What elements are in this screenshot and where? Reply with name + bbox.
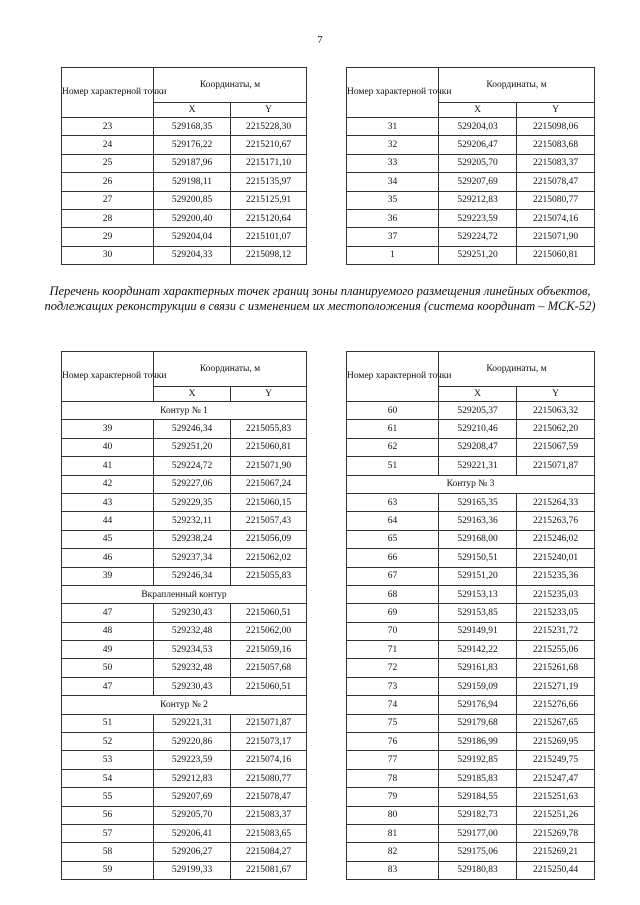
point-number-cell: 47 — [62, 677, 154, 695]
y-coordinate-cell: 2215120,64 — [231, 209, 307, 227]
y-coordinate-cell: 2215269,78 — [517, 824, 595, 842]
y-coordinate-cell: 2215101,07 — [231, 228, 307, 246]
section-row — [62, 696, 307, 714]
y-coordinate-cell: 2215073,17 — [231, 733, 307, 751]
header-y: Y — [231, 387, 307, 402]
table-row — [347, 659, 595, 677]
x-coordinate-cell: 529207,69 — [439, 173, 517, 191]
point-number-cell: 42 — [62, 475, 154, 493]
y-coordinate-cell: 2215067,59 — [517, 438, 595, 456]
table-row — [347, 549, 595, 567]
table-row — [347, 191, 595, 209]
y-coordinate-cell: 2215240,01 — [517, 549, 595, 567]
x-coordinate-cell: 529150,51 — [439, 549, 517, 567]
table-row — [347, 493, 595, 511]
x-coordinate-cell: 529221,31 — [154, 714, 231, 732]
x-coordinate-cell: 529163,36 — [439, 512, 517, 530]
point-number-cell: 54 — [62, 769, 154, 787]
page-number: 7 — [317, 34, 323, 46]
point-number-cell: 59 — [62, 861, 154, 879]
table-row — [347, 641, 595, 659]
point-number-cell: 40 — [62, 438, 154, 456]
table-row — [62, 714, 307, 732]
table-row — [62, 549, 307, 567]
x-coordinate-cell: 529206,27 — [154, 843, 231, 861]
y-coordinate-cell: 2215057,43 — [231, 512, 307, 530]
point-number-cell: 51 — [62, 714, 154, 732]
x-coordinate-cell: 529165,35 — [439, 493, 517, 511]
x-coordinate-cell: 529223,59 — [439, 209, 517, 227]
x-coordinate-cell: 529161,83 — [439, 659, 517, 677]
point-number-cell: 41 — [62, 457, 154, 475]
table-row — [62, 659, 307, 677]
y-coordinate-cell: 2215074,16 — [517, 209, 595, 227]
header-x: X — [154, 387, 231, 402]
table-row — [62, 567, 307, 585]
point-number-cell: 39 — [62, 567, 154, 585]
point-number-cell: 28 — [62, 209, 154, 227]
point-number-cell: 48 — [62, 622, 154, 640]
y-coordinate-cell: 2215228,30 — [231, 118, 307, 136]
y-coordinate-cell: 2215060,15 — [231, 493, 307, 511]
x-coordinate-cell: 529232,48 — [154, 622, 231, 640]
table-row — [347, 788, 595, 806]
y-coordinate-cell: 2215269,21 — [517, 843, 595, 861]
x-coordinate-cell: 529210,46 — [439, 420, 517, 438]
point-number-cell: 79 — [347, 788, 439, 806]
x-coordinate-cell: 529205,37 — [439, 402, 517, 420]
y-coordinate-cell: 2215063,32 — [517, 402, 595, 420]
y-coordinate-cell: 2215071,90 — [517, 228, 595, 246]
y-coordinate-cell: 2215083,37 — [517, 154, 595, 172]
table-row — [62, 475, 307, 493]
x-coordinate-cell: 529221,31 — [439, 457, 517, 475]
x-coordinate-cell: 529142,22 — [439, 641, 517, 659]
point-number-cell: 49 — [62, 641, 154, 659]
table-row — [62, 843, 307, 861]
y-coordinate-cell: 2215071,87 — [517, 457, 595, 475]
y-coordinate-cell: 2215074,16 — [231, 751, 307, 769]
y-coordinate-cell: 2215067,24 — [231, 475, 307, 493]
point-number-cell: 23 — [62, 118, 154, 136]
point-number-cell: 29 — [62, 228, 154, 246]
point-number-cell: 51 — [347, 457, 439, 475]
table-row — [62, 136, 307, 154]
table-row — [62, 118, 307, 136]
x-coordinate-cell: 529168,35 — [154, 118, 231, 136]
x-coordinate-cell: 529159,09 — [439, 677, 517, 695]
table-row — [62, 209, 307, 227]
point-number-cell: 44 — [62, 512, 154, 530]
x-coordinate-cell: 529204,33 — [154, 246, 231, 264]
point-number-cell: 83 — [347, 861, 439, 879]
table-row — [347, 769, 595, 787]
point-number-cell: 37 — [347, 228, 439, 246]
point-number-cell: 69 — [347, 604, 439, 622]
table-row — [347, 696, 595, 714]
y-coordinate-cell: 2215084,27 — [231, 843, 307, 861]
table-row — [62, 457, 307, 475]
y-coordinate-cell: 2215055,83 — [231, 567, 307, 585]
point-number-cell: 33 — [347, 154, 439, 172]
coordinates-table-1 — [61, 67, 307, 265]
point-number-cell: 82 — [347, 843, 439, 861]
point-number-cell: 24 — [62, 136, 154, 154]
table-row — [62, 604, 307, 622]
point-number-cell: 76 — [347, 733, 439, 751]
coordinates-table-4 — [346, 351, 595, 880]
y-coordinate-cell: 2215264,33 — [517, 493, 595, 511]
header-x: X — [439, 387, 517, 402]
point-number-cell: 81 — [347, 824, 439, 842]
x-coordinate-cell: 529187,96 — [154, 154, 231, 172]
header-coordinates: Координаты, м — [439, 352, 595, 387]
header-x: X — [439, 103, 517, 118]
table-row — [347, 622, 595, 640]
point-number-cell: 71 — [347, 641, 439, 659]
table-row — [62, 641, 307, 659]
table-row — [62, 751, 307, 769]
point-number-cell: 56 — [62, 806, 154, 824]
table-row — [347, 806, 595, 824]
y-coordinate-cell: 2215060,81 — [517, 246, 595, 264]
point-number-cell: 39 — [62, 420, 154, 438]
y-coordinate-cell: 2215125,91 — [231, 191, 307, 209]
header-x: X — [154, 103, 231, 118]
y-coordinate-cell: 2215269,95 — [517, 733, 595, 751]
y-coordinate-cell: 2215263,76 — [517, 512, 595, 530]
table-row — [347, 246, 595, 264]
table-row — [62, 173, 307, 191]
y-coordinate-cell: 2215083,65 — [231, 824, 307, 842]
y-coordinate-cell: 2215271,19 — [517, 677, 595, 695]
section-row — [62, 402, 307, 420]
point-number-cell: 52 — [62, 733, 154, 751]
table-row — [347, 751, 595, 769]
section-row — [62, 585, 307, 603]
x-coordinate-cell: 529230,43 — [154, 604, 231, 622]
x-coordinate-cell: 529184,55 — [439, 788, 517, 806]
table-row — [347, 457, 595, 475]
y-coordinate-cell: 2215078,47 — [517, 173, 595, 191]
header-coordinates: Координаты, м — [154, 68, 307, 103]
table-row — [62, 154, 307, 172]
y-coordinate-cell: 2215267,65 — [517, 714, 595, 732]
y-coordinate-cell: 2215059,16 — [231, 641, 307, 659]
table-row — [62, 769, 307, 787]
table-row — [347, 567, 595, 585]
point-number-cell: 64 — [347, 512, 439, 530]
y-coordinate-cell: 2215233,05 — [517, 604, 595, 622]
table-row — [62, 861, 307, 879]
table-row — [347, 512, 595, 530]
x-coordinate-cell: 529227,06 — [154, 475, 231, 493]
header-coordinates: Координаты, м — [154, 352, 307, 387]
point-number-cell: 58 — [62, 843, 154, 861]
x-coordinate-cell: 529205,70 — [154, 806, 231, 824]
section-label: Контур № 3 — [347, 475, 595, 493]
x-coordinate-cell: 529220,86 — [154, 733, 231, 751]
x-coordinate-cell: 529153,13 — [439, 585, 517, 603]
table-row — [347, 585, 595, 603]
x-coordinate-cell: 529182,73 — [439, 806, 517, 824]
point-number-cell: 78 — [347, 769, 439, 787]
point-number-cell: 36 — [347, 209, 439, 227]
section-heading: Перечень координат характерных точек границ зоны планируемого размещения линейных объектов, подлежащих реконструкции в связи с изменением их местоположения (система координат – МСК-52) — [44, 284, 596, 313]
x-coordinate-cell: 529176,94 — [439, 696, 517, 714]
point-number-cell: 70 — [347, 622, 439, 640]
point-number-cell: 66 — [347, 549, 439, 567]
x-coordinate-cell: 529151,20 — [439, 567, 517, 585]
point-number-cell: 50 — [62, 659, 154, 677]
y-coordinate-cell: 2215098,06 — [517, 118, 595, 136]
x-coordinate-cell: 529200,40 — [154, 209, 231, 227]
y-coordinate-cell: 2215098,12 — [231, 246, 307, 264]
x-coordinate-cell: 529200,85 — [154, 191, 231, 209]
x-coordinate-cell: 529237,34 — [154, 549, 231, 567]
point-number-cell: 61 — [347, 420, 439, 438]
point-number-cell: 75 — [347, 714, 439, 732]
x-coordinate-cell: 529176,22 — [154, 136, 231, 154]
y-coordinate-cell: 2215249,75 — [517, 751, 595, 769]
y-coordinate-cell: 2215060,51 — [231, 604, 307, 622]
y-coordinate-cell: 2215276,66 — [517, 696, 595, 714]
x-coordinate-cell: 529206,47 — [439, 136, 517, 154]
table-row — [347, 402, 595, 420]
y-coordinate-cell: 2215235,03 — [517, 585, 595, 603]
y-coordinate-cell: 2215062,02 — [231, 549, 307, 567]
y-coordinate-cell: 2215078,47 — [231, 788, 307, 806]
header-y: Y — [517, 103, 595, 118]
x-coordinate-cell: 529238,24 — [154, 530, 231, 548]
header-point-number: Номер характерной точки — [347, 352, 439, 402]
point-number-cell: 46 — [62, 549, 154, 567]
header-y: Y — [231, 103, 307, 118]
table-row — [62, 191, 307, 209]
y-coordinate-cell: 2215235,36 — [517, 567, 595, 585]
header-point-number: Номер характерной точки — [347, 68, 439, 118]
table-row — [62, 512, 307, 530]
table-row — [62, 228, 307, 246]
point-number-cell: 30 — [62, 246, 154, 264]
x-coordinate-cell: 529251,20 — [439, 246, 517, 264]
point-number-cell: 63 — [347, 493, 439, 511]
point-number-cell: 74 — [347, 696, 439, 714]
x-coordinate-cell: 529198,11 — [154, 173, 231, 191]
point-number-cell: 80 — [347, 806, 439, 824]
header-point-number: Номер характерной точки — [62, 352, 154, 402]
y-coordinate-cell: 2215056,09 — [231, 530, 307, 548]
point-number-cell: 53 — [62, 751, 154, 769]
section-label: Контур № 2 — [62, 696, 307, 714]
x-coordinate-cell: 529234,53 — [154, 641, 231, 659]
table-row — [62, 677, 307, 695]
table-row — [347, 530, 595, 548]
table-row — [347, 824, 595, 842]
x-coordinate-cell: 529246,34 — [154, 567, 231, 585]
header-point-number: Номер характерной точки — [62, 68, 154, 118]
y-coordinate-cell: 2215246,02 — [517, 530, 595, 548]
y-coordinate-cell: 2215171,10 — [231, 154, 307, 172]
point-number-cell: 1 — [347, 246, 439, 264]
point-number-cell: 65 — [347, 530, 439, 548]
x-coordinate-cell: 529149,91 — [439, 622, 517, 640]
table-row — [62, 246, 307, 264]
point-number-cell: 55 — [62, 788, 154, 806]
x-coordinate-cell: 529208,47 — [439, 438, 517, 456]
x-coordinate-cell: 529153,85 — [439, 604, 517, 622]
point-number-cell: 67 — [347, 567, 439, 585]
table-row — [62, 824, 307, 842]
x-coordinate-cell: 529205,70 — [439, 154, 517, 172]
point-number-cell: 68 — [347, 585, 439, 603]
x-coordinate-cell: 529229,35 — [154, 493, 231, 511]
point-number-cell: 45 — [62, 530, 154, 548]
x-coordinate-cell: 529179,68 — [439, 714, 517, 732]
y-coordinate-cell: 2215071,90 — [231, 457, 307, 475]
coordinates-table-3 — [61, 351, 307, 880]
section-row — [347, 475, 595, 493]
table-row — [62, 806, 307, 824]
x-coordinate-cell: 529230,43 — [154, 677, 231, 695]
section-label: Контур № 1 — [62, 402, 307, 420]
x-coordinate-cell: 529212,83 — [154, 769, 231, 787]
y-coordinate-cell: 2215247,47 — [517, 769, 595, 787]
table-row — [347, 420, 595, 438]
x-coordinate-cell: 529206,41 — [154, 824, 231, 842]
x-coordinate-cell: 529246,34 — [154, 420, 231, 438]
point-number-cell: 34 — [347, 173, 439, 191]
table-row — [347, 604, 595, 622]
y-coordinate-cell: 2215255,06 — [517, 641, 595, 659]
point-number-cell: 27 — [62, 191, 154, 209]
table-row — [62, 622, 307, 640]
point-number-cell: 57 — [62, 824, 154, 842]
table-row — [62, 530, 307, 548]
y-coordinate-cell: 2215071,87 — [231, 714, 307, 732]
y-coordinate-cell: 2215251,26 — [517, 806, 595, 824]
table-row — [347, 733, 595, 751]
point-number-cell: 60 — [347, 402, 439, 420]
table-row — [347, 136, 595, 154]
point-number-cell: 47 — [62, 604, 154, 622]
header-coordinates: Координаты, м — [439, 68, 595, 103]
table-row — [347, 677, 595, 695]
y-coordinate-cell: 2215083,37 — [231, 806, 307, 824]
table-row — [347, 843, 595, 861]
x-coordinate-cell: 529251,20 — [154, 438, 231, 456]
x-coordinate-cell: 529207,69 — [154, 788, 231, 806]
y-coordinate-cell: 2215231,72 — [517, 622, 595, 640]
x-coordinate-cell: 529177,00 — [439, 824, 517, 842]
table-row — [62, 493, 307, 511]
y-coordinate-cell: 2215080,77 — [517, 191, 595, 209]
x-coordinate-cell: 529168,00 — [439, 530, 517, 548]
point-number-cell: 35 — [347, 191, 439, 209]
x-coordinate-cell: 529204,03 — [439, 118, 517, 136]
y-coordinate-cell: 2215135,97 — [231, 173, 307, 191]
x-coordinate-cell: 529224,72 — [439, 228, 517, 246]
y-coordinate-cell: 2215062,20 — [517, 420, 595, 438]
point-number-cell: 73 — [347, 677, 439, 695]
point-number-cell: 43 — [62, 493, 154, 511]
x-coordinate-cell: 529223,59 — [154, 751, 231, 769]
y-coordinate-cell: 2215062,00 — [231, 622, 307, 640]
point-number-cell: 31 — [347, 118, 439, 136]
y-coordinate-cell: 2215261,68 — [517, 659, 595, 677]
point-number-cell: 77 — [347, 751, 439, 769]
table-row — [62, 733, 307, 751]
x-coordinate-cell: 529180,83 — [439, 861, 517, 879]
y-coordinate-cell: 2215055,83 — [231, 420, 307, 438]
y-coordinate-cell: 2215250,44 — [517, 861, 595, 879]
y-coordinate-cell: 2215251,63 — [517, 788, 595, 806]
y-coordinate-cell: 2215060,51 — [231, 677, 307, 695]
y-coordinate-cell: 2215057,68 — [231, 659, 307, 677]
x-coordinate-cell: 529232,48 — [154, 659, 231, 677]
point-number-cell: 62 — [347, 438, 439, 456]
y-coordinate-cell: 2215060,81 — [231, 438, 307, 456]
table-row — [347, 228, 595, 246]
x-coordinate-cell: 529199,33 — [154, 861, 231, 879]
table-row — [347, 861, 595, 879]
x-coordinate-cell: 529224,72 — [154, 457, 231, 475]
y-coordinate-cell: 2215081,67 — [231, 861, 307, 879]
x-coordinate-cell: 529204,04 — [154, 228, 231, 246]
coordinates-table-2 — [346, 67, 595, 265]
table-row — [347, 209, 595, 227]
table-row — [347, 714, 595, 732]
point-number-cell: 32 — [347, 136, 439, 154]
table-row — [62, 420, 307, 438]
table-row — [347, 118, 595, 136]
point-number-cell: 25 — [62, 154, 154, 172]
table-row — [347, 438, 595, 456]
x-coordinate-cell: 529175,06 — [439, 843, 517, 861]
y-coordinate-cell: 2215083,68 — [517, 136, 595, 154]
y-coordinate-cell: 2215080,77 — [231, 769, 307, 787]
x-coordinate-cell: 529186,99 — [439, 733, 517, 751]
section-label: Вкрапленный контур — [62, 585, 307, 603]
table-row — [62, 788, 307, 806]
point-number-cell: 26 — [62, 173, 154, 191]
header-y: Y — [517, 387, 595, 402]
point-number-cell: 72 — [347, 659, 439, 677]
table-row — [347, 154, 595, 172]
x-coordinate-cell: 529185,83 — [439, 769, 517, 787]
x-coordinate-cell: 529212,83 — [439, 191, 517, 209]
x-coordinate-cell: 529192,85 — [439, 751, 517, 769]
x-coordinate-cell: 529232,11 — [154, 512, 231, 530]
y-coordinate-cell: 2215210,67 — [231, 136, 307, 154]
table-row — [347, 173, 595, 191]
table-row — [62, 438, 307, 456]
